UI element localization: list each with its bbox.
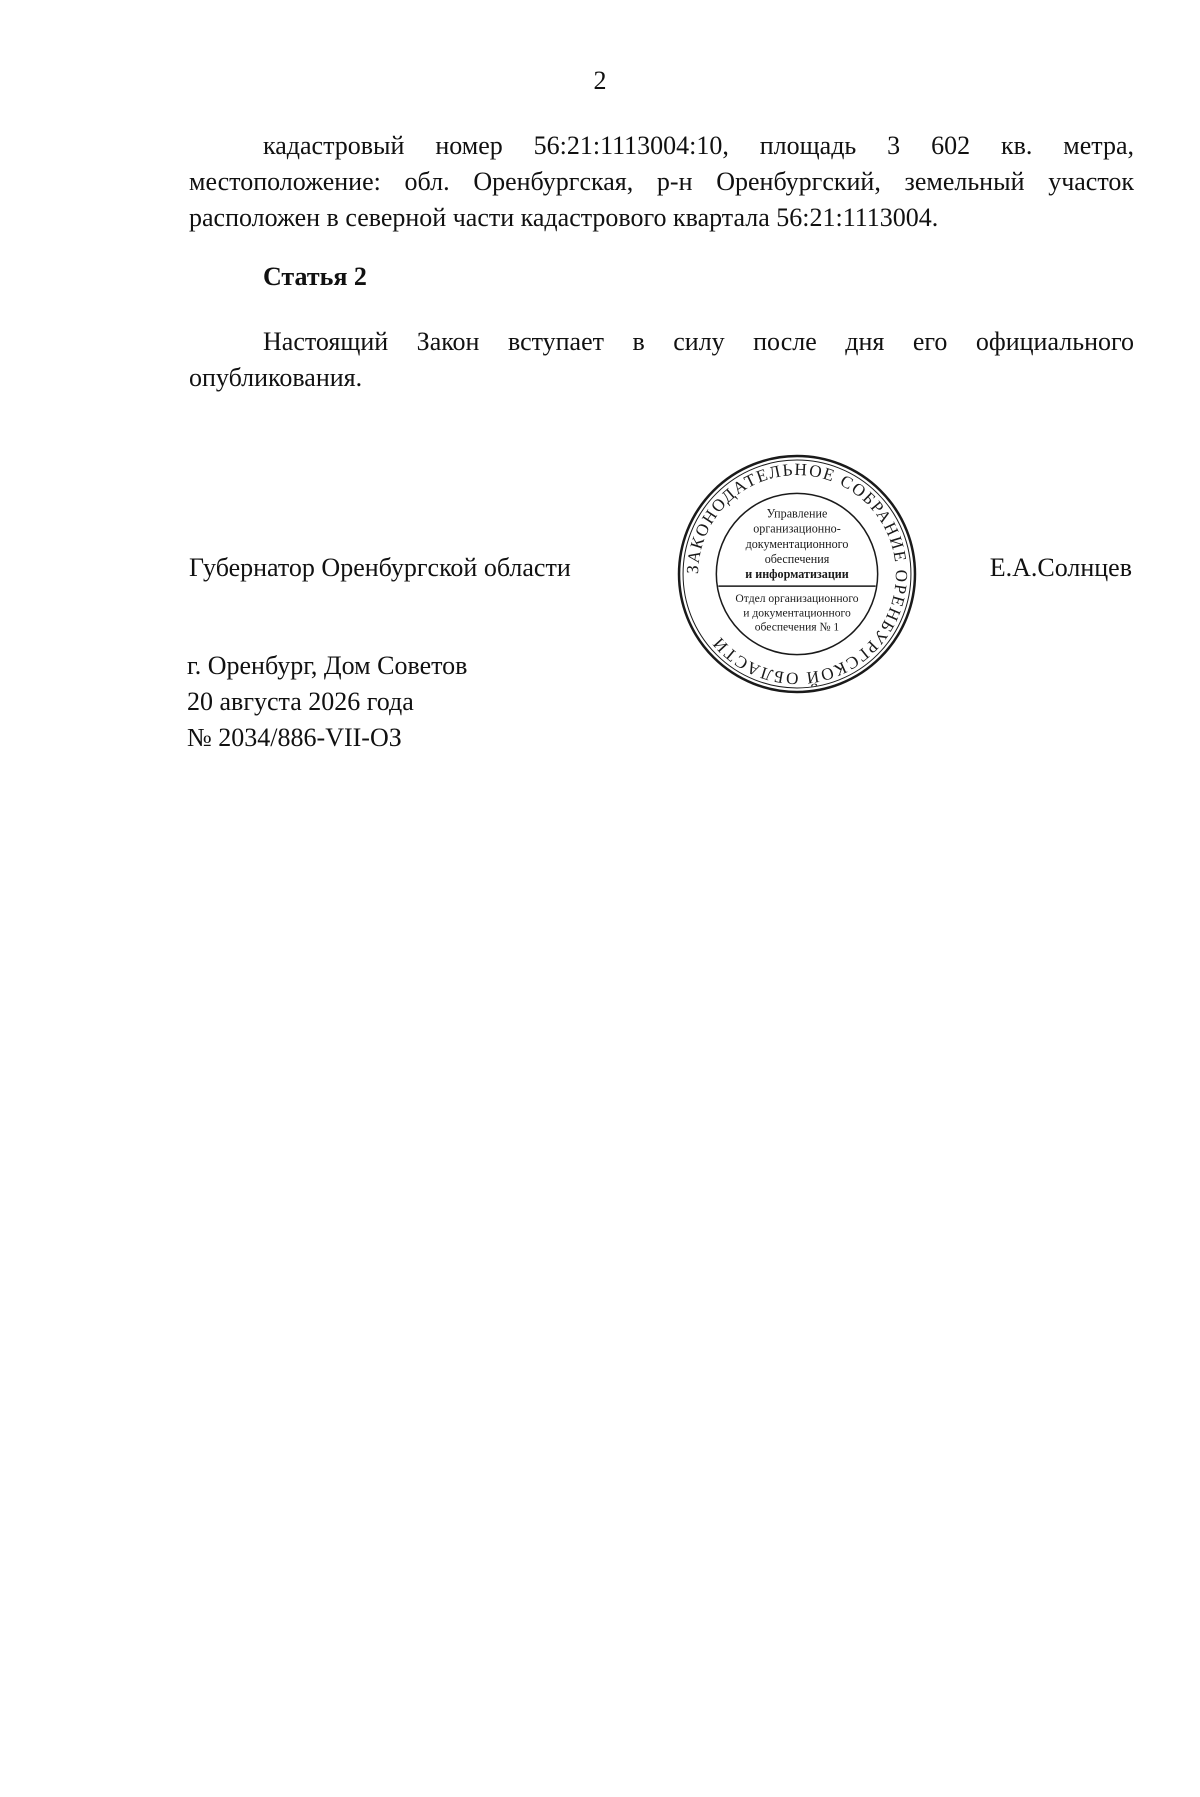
issuance-details [187,648,467,756]
seal-line-4: обеспечения [764,551,830,566]
article-heading: Статья 2 [263,262,367,291]
law-number: № 2034/886-VII-ОЗ [187,723,402,752]
signatory-title: Губернатор Оренбургской области [189,553,571,582]
seal-dept-line-1: Отдел организационного [735,592,859,606]
seal-line-1: Управление [766,506,828,521]
seal-line-2: организационно- [753,521,841,536]
seal-dept-line-2: и документационного [743,606,851,620]
signatory-name: Е.А.Солнцев [989,553,1132,582]
seal-dept-line-3: обеспечения № 1 [754,620,840,634]
issuance-place: г. Оренбург, Дом Советов [187,651,468,680]
issuance-date: 20 августа 2026 года [187,687,414,716]
seal-ring-text: ЗАКОНОДАТЕЛЬНОЕ СОБРАНИЕ ОРЕНБУРГСКОЙ ОБЛАСТИ [683,459,911,689]
article-text: Настоящий Закон вступает в силу после дня его официального опубликования. [189,327,1134,392]
seal-line-5: и информатизации [745,567,849,582]
official-seal [676,453,918,695]
seal-line-3: документационного [745,536,849,551]
cadastral-paragraph: кадастровый номер 56:21:1113004:10, площадь 3 602 кв. метра, местоположение: обл. Оренбургская, р-н Оренбургский, земельный участок расположен в северной части кадастрового квартала 56:21:1113004. [189,131,1134,232]
page-number: 2 [593,66,607,95]
